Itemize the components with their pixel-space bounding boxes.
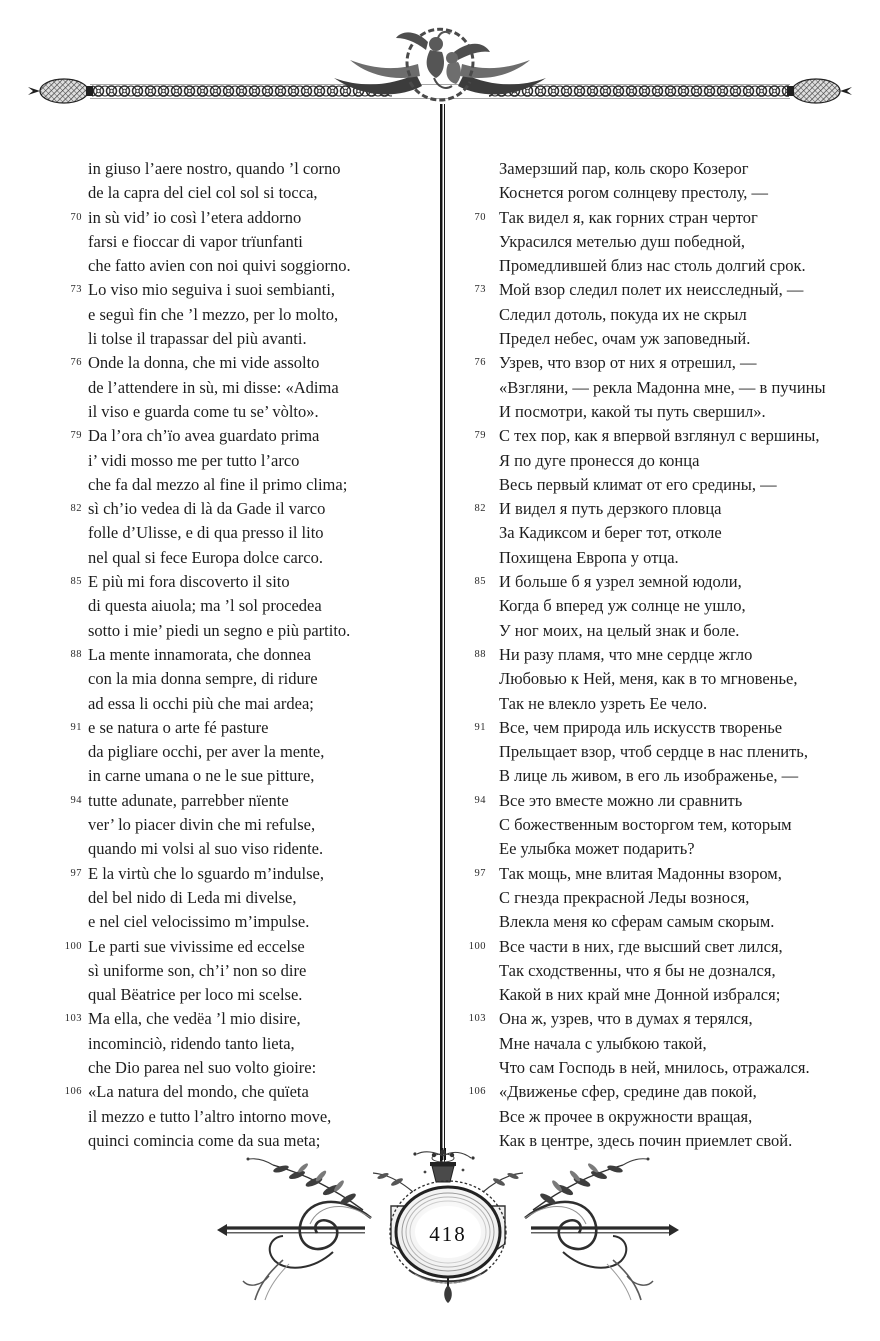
poem-line bbox=[60, 181, 442, 205]
verse-line-text: E più mi fora discoverto il sito bbox=[88, 572, 290, 592]
poem-line bbox=[456, 230, 866, 254]
verse-line-text: i’ vidi mosso me per tutto l’arco bbox=[88, 450, 300, 470]
verse-line-number: 70 bbox=[474, 211, 486, 223]
verse-line-text: del bel nido di Leda mi divelse, bbox=[88, 887, 297, 907]
acorn-finial-right-icon bbox=[787, 79, 852, 103]
verse-line-text: В лице ль живом, в его ль изображенье, — bbox=[499, 766, 799, 786]
verse-line-text: E la virtù che lo sguardo m’indulse, bbox=[88, 863, 324, 883]
poem-line bbox=[456, 206, 866, 230]
verse-line-text: Похищена Европа у отца. bbox=[499, 547, 679, 567]
verse-line-text: La mente innamorata, che donnea bbox=[88, 644, 312, 664]
poem-line bbox=[60, 959, 442, 983]
poem-line bbox=[60, 278, 442, 302]
poem-line bbox=[456, 1080, 866, 1104]
verse-line-text: nel qual si fece Europa dolce carco. bbox=[88, 547, 324, 567]
verse-line-number: 94 bbox=[474, 794, 486, 806]
acorn-finial-left-icon bbox=[28, 79, 93, 103]
verse-line-text: il viso e guarda come tu se’ vòlto». bbox=[88, 401, 319, 421]
verse-line-number: 106 bbox=[468, 1086, 486, 1098]
verse-line-text: За Кадиксом и берег тот, отколе bbox=[499, 523, 722, 543]
verse-line-text: incominciò, ridendo tanto lieta, bbox=[88, 1033, 295, 1053]
verse-line-text: sotto i mie’ piedi un segno e più partito. bbox=[88, 620, 351, 640]
guilloche-band-left bbox=[92, 84, 392, 98]
verse-line-number: 103 bbox=[64, 1013, 82, 1025]
poem-line bbox=[456, 643, 866, 667]
putti-medallion-icon bbox=[334, 29, 546, 100]
poem-line bbox=[456, 910, 866, 934]
poem-line bbox=[60, 497, 442, 521]
verse-line-number: 91 bbox=[474, 721, 486, 733]
verse-line-number: 85 bbox=[70, 576, 82, 588]
poem-line bbox=[456, 424, 866, 448]
poem-line bbox=[60, 789, 442, 813]
verse-line-text: che Dio parea nel suo volto gioire: bbox=[88, 1057, 317, 1077]
verse-line-text: in carne umana o ne le sue pitture, bbox=[88, 766, 315, 786]
verse-line-number: 97 bbox=[474, 867, 486, 879]
verse-line-text: Весь первый климат от его средины, — bbox=[499, 474, 777, 494]
verse-line-number: 106 bbox=[64, 1086, 82, 1098]
poem-line bbox=[60, 521, 442, 545]
verse-line-number: 100 bbox=[468, 940, 486, 952]
verse-line-text: «Взгляни, — рекла Мадонна мне, — в пучины bbox=[499, 377, 826, 397]
verse-line-text: quando mi volsi al suo viso ridente. bbox=[88, 839, 324, 859]
verse-line-text: И видел я путь дерзкого пловца bbox=[499, 499, 722, 519]
verse-line-text: У ног моих, на целый знак и боле. bbox=[499, 620, 740, 640]
poem-line bbox=[456, 497, 866, 521]
poem-line bbox=[60, 910, 442, 934]
verse-line-text: Предел небес, очам уж заповедный. bbox=[499, 329, 751, 349]
poem-line bbox=[60, 886, 442, 910]
poem-line bbox=[456, 157, 866, 181]
poem-line bbox=[456, 473, 866, 497]
poem-line bbox=[456, 327, 866, 351]
verse-line-text: Все это вместе можно ли сравнить bbox=[499, 790, 743, 810]
verse-line-text: ver’ lo piacer divin che mi refulse, bbox=[88, 815, 316, 835]
poem-line bbox=[60, 619, 442, 643]
verse-line-text: Украсился метелью душ победной, bbox=[499, 231, 746, 251]
verse-line-text: Onde la donna, che mi vide assolto bbox=[88, 353, 320, 373]
poem-line bbox=[60, 473, 442, 497]
verse-line-text: Все части в них, где высший свет лился, bbox=[499, 936, 783, 956]
verse-line-number: 79 bbox=[70, 430, 82, 442]
verse-line-number: 82 bbox=[70, 503, 82, 515]
poem-line bbox=[60, 449, 442, 473]
verse-line-number: 82 bbox=[474, 503, 486, 515]
poem-line bbox=[60, 206, 442, 230]
verse-line-text: folle d’Ulisse, e di qua presso il lito bbox=[88, 523, 324, 543]
verse-line-text: tutte adunate, parrebber nïente bbox=[88, 790, 289, 810]
verse-line-text: Так сходственны, что я бы не дознался, bbox=[499, 960, 776, 980]
verse-line-text: farsi e fioccar di vapor trïunfanti bbox=[88, 231, 303, 251]
poem-line bbox=[60, 424, 442, 448]
poem-line bbox=[456, 1032, 866, 1056]
verse-line-text: Следил дотоль, покуда их не скрыл bbox=[499, 304, 747, 324]
verse-line-text: И посмотри, какой ты путь свершил». bbox=[499, 401, 766, 421]
verse-line-number: 70 bbox=[70, 211, 82, 223]
verse-line-text: quinci comincia come da sua meta; bbox=[88, 1130, 321, 1150]
russian-text-column bbox=[456, 157, 866, 1153]
poem-line bbox=[60, 254, 442, 278]
poem-line bbox=[60, 351, 442, 375]
left-rod bbox=[217, 1224, 365, 1236]
poem-line bbox=[60, 570, 442, 594]
poem-line bbox=[456, 570, 866, 594]
poem-line bbox=[456, 376, 866, 400]
poem-line bbox=[456, 400, 866, 424]
poem-line bbox=[456, 1056, 866, 1080]
verse-line-text: Мне начала с улыбкою такой, bbox=[499, 1033, 707, 1053]
poem-line bbox=[456, 886, 866, 910]
poem-line bbox=[456, 983, 866, 1007]
poem-line bbox=[456, 959, 866, 983]
verse-line-number: 76 bbox=[70, 357, 82, 369]
poem-line bbox=[456, 740, 866, 764]
verse-line-text: Я по дуге пронесся до конца bbox=[499, 450, 700, 470]
poem-line bbox=[60, 157, 442, 181]
verse-line-text: Когда б вперед уж солнце не ушло, bbox=[499, 596, 746, 616]
poem-line bbox=[456, 619, 866, 643]
poem-line bbox=[456, 594, 866, 618]
verse-line-text: «Движенье сфер, средине дав покой, bbox=[499, 1082, 757, 1102]
verse-line-text: e seguì fin che ’l mezzo, per lo molto, bbox=[88, 304, 339, 324]
poem-line bbox=[456, 303, 866, 327]
verse-line-number: 76 bbox=[474, 357, 486, 369]
poem-line bbox=[60, 935, 442, 959]
verse-line-text: Все, чем природа иль искусств творенье bbox=[499, 717, 783, 737]
verse-line-text: Ma ella, che vedëa ’l mio disire, bbox=[88, 1009, 301, 1029]
verse-line-text: da pigliare occhi, per aver la mente, bbox=[88, 742, 325, 762]
poem-line bbox=[456, 546, 866, 570]
verse-line-text: di questa aiuola; ma ’l sol procedea bbox=[88, 596, 322, 616]
verse-line-text: С гнезда прекрасной Леды вознося, bbox=[499, 887, 750, 907]
poem-line bbox=[60, 400, 442, 424]
poem-line bbox=[60, 327, 442, 351]
poem-line bbox=[60, 764, 442, 788]
poem-line bbox=[60, 1080, 442, 1104]
verse-line-text: Любовью к Ней, меня, как в то мгновенье, bbox=[499, 669, 798, 689]
verse-line-text: И больше б я узрел земной юдоли, bbox=[499, 572, 742, 592]
poem-line bbox=[456, 1105, 866, 1129]
verse-line-text: in giuso l’aere nostro, quando ’l corno bbox=[88, 159, 341, 178]
verse-line-text: «La natura del mondo, che quïeta bbox=[88, 1082, 309, 1102]
verse-line-text: Коснется рогом солнцеву престолу, — bbox=[499, 183, 769, 203]
poem-line bbox=[456, 449, 866, 473]
verse-line-text: li tolse il trapassar del più avanti. bbox=[88, 329, 307, 349]
verse-line-text: Lo viso mio seguiva i suoi sembianti, bbox=[88, 280, 336, 300]
poem-line bbox=[456, 837, 866, 861]
verse-line-text: С тех пор, как я впервой взглянул с вершины, bbox=[499, 426, 820, 446]
verse-line-number: 91 bbox=[70, 721, 82, 733]
verse-line-number: 88 bbox=[70, 648, 82, 660]
poem-line bbox=[60, 376, 442, 400]
verse-line-number: 79 bbox=[474, 430, 486, 442]
right-rod bbox=[531, 1224, 679, 1236]
poem-line bbox=[60, 667, 442, 691]
verse-line-text: Da l’ora ch’ïo avea guardato prima bbox=[88, 426, 320, 446]
verse-line-text: Все ж прочее в окружности вращая, bbox=[499, 1106, 753, 1126]
poem-line bbox=[60, 716, 442, 740]
poem-line bbox=[60, 983, 442, 1007]
poem-line bbox=[60, 740, 442, 764]
poem-line bbox=[60, 546, 442, 570]
verse-line-text: qual Bëatrice per loco mi scelse. bbox=[88, 985, 303, 1005]
verse-line-text: sì ch’io vedea di là da Gade il varco bbox=[88, 499, 326, 519]
poem-line bbox=[456, 813, 866, 837]
verse-line-number: 85 bbox=[474, 576, 486, 588]
vase-icon bbox=[413, 1150, 474, 1183]
verse-line-text: Так мощь, мне влитая Мадонны взором, bbox=[499, 863, 782, 883]
poem-line bbox=[60, 230, 442, 254]
page-number: 418 bbox=[429, 1222, 467, 1246]
poem-line bbox=[60, 837, 442, 861]
verse-line-text: Замерзший пар, коль скоро Козерог bbox=[499, 159, 749, 178]
verse-line-number: 73 bbox=[70, 284, 82, 296]
verse-line-text: de l’attendere in sù, mi disse: «Adima bbox=[88, 377, 339, 397]
poem-line bbox=[456, 789, 866, 813]
poem-line bbox=[60, 692, 442, 716]
verse-line-text: Мой взор следил полет их неисследный, — bbox=[499, 280, 804, 300]
verse-line-text: Промедлившей близ нас столь долгий срок. bbox=[499, 256, 806, 276]
poem-line bbox=[456, 862, 866, 886]
poem-line bbox=[60, 594, 442, 618]
poem-line bbox=[60, 1056, 442, 1080]
poem-line bbox=[60, 303, 442, 327]
verse-line-text: che fa dal mezzo al fine il primo clima; bbox=[88, 474, 348, 494]
verse-line-text: Влекла меня ко сферам самым скорым. bbox=[499, 912, 775, 932]
poem-line bbox=[456, 764, 866, 788]
verse-line-text: de la capra del ciel col sol si tocca, bbox=[88, 183, 318, 203]
poem-line bbox=[60, 1032, 442, 1056]
poem-line bbox=[60, 813, 442, 837]
poem-line bbox=[456, 254, 866, 278]
poem-line bbox=[456, 935, 866, 959]
poem-line bbox=[456, 692, 866, 716]
verse-line-text: Как в центре, здесь почин приемлет свой. bbox=[499, 1130, 793, 1150]
verse-line-text: il mezzo e tutto l’altro intorno move, bbox=[88, 1106, 332, 1126]
verse-line-number: 97 bbox=[70, 867, 82, 879]
verse-line-number: 103 bbox=[468, 1013, 486, 1025]
poem-line bbox=[456, 1007, 866, 1031]
verse-line-text: Что сам Господь в ней, мнилось, отражался. bbox=[499, 1057, 810, 1077]
verse-line-text: Так видел я, как горних стран чертог bbox=[499, 207, 758, 227]
poem-line bbox=[60, 1007, 442, 1031]
verse-line-text: ad essa li occhi più che mai ardea; bbox=[88, 693, 314, 713]
verse-line-number: 100 bbox=[64, 940, 82, 952]
verse-line-text: e se natura o arte fé pasture bbox=[88, 717, 269, 737]
poem-line bbox=[456, 521, 866, 545]
poem-line bbox=[456, 351, 866, 375]
poem-line bbox=[456, 716, 866, 740]
poem-line bbox=[60, 862, 442, 886]
poem-line bbox=[456, 278, 866, 302]
verse-line-text: e nel ciel velocissimo m’impulse. bbox=[88, 912, 310, 932]
poem-line bbox=[456, 181, 866, 205]
guilloche-band-right bbox=[489, 84, 789, 98]
poem-line bbox=[60, 1105, 442, 1129]
verse-line-text: Ни разу пламя, что мне сердце жгло bbox=[499, 644, 753, 664]
italian-text-column bbox=[60, 157, 442, 1153]
verse-line-text: che fatto avien con noi quivi soggiorno. bbox=[88, 256, 351, 276]
verse-line-text: Какой в них край мне Донной избрался; bbox=[499, 985, 781, 1005]
verse-line-text: Ее улыбка может подарить? bbox=[499, 839, 695, 859]
verse-line-text: Узрев, что взор от них я отрешил, — bbox=[499, 353, 757, 373]
verse-line-number: 73 bbox=[474, 284, 486, 296]
verse-line-text: Прельщает взор, чтоб сердце в нас пленить, bbox=[499, 742, 808, 762]
verse-line-text: Так не влекло узреть Ее чело. bbox=[499, 693, 708, 713]
verse-line-text: in sù vid’ io così l’etera addorno bbox=[88, 207, 302, 227]
poem-line bbox=[456, 667, 866, 691]
verse-line-number: 94 bbox=[70, 794, 82, 806]
verse-line-text: Le parti sue vivissime ed eccelse bbox=[88, 936, 305, 956]
verse-line-text: sì uniforme son, ch’i’ non so dire bbox=[88, 960, 307, 980]
verse-line-text: С божественным восторгом тем, которым bbox=[499, 815, 792, 835]
verse-line-number: 88 bbox=[474, 648, 486, 660]
verse-line-text: Она ж, узрев, что в думах я терялся, bbox=[499, 1009, 753, 1029]
poem-line bbox=[60, 643, 442, 667]
verse-line-text: con la mia donna sempre, di ridure bbox=[88, 669, 318, 689]
